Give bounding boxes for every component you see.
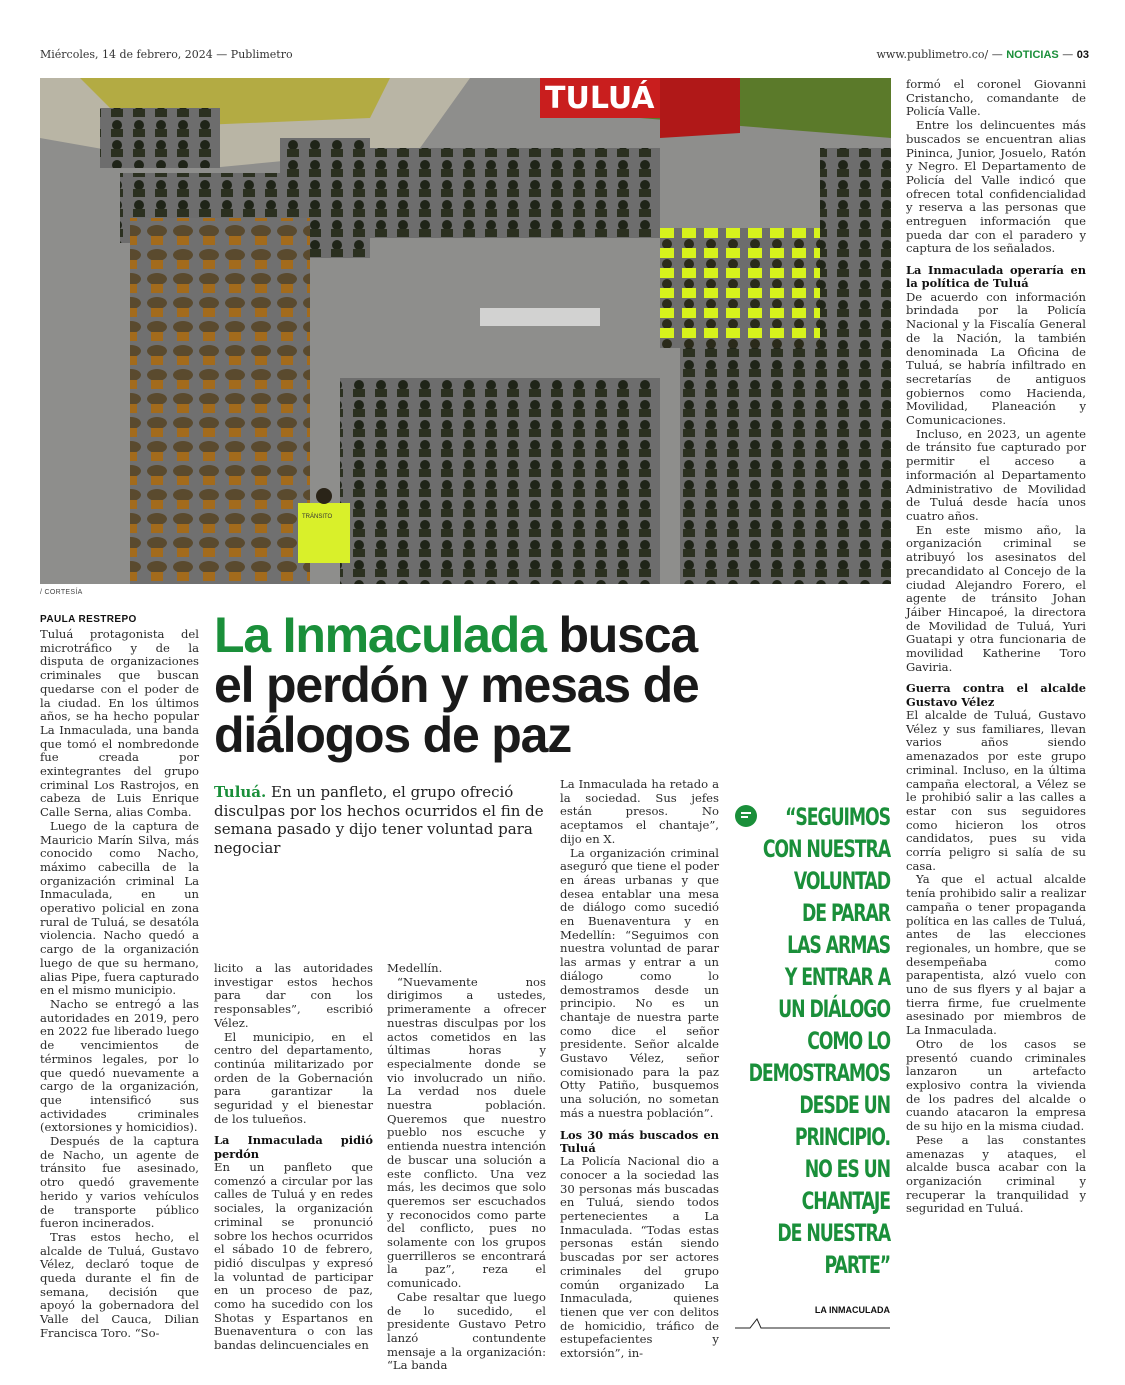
subheading: Los 30 más buscados en Tuluá xyxy=(560,1127,719,1155)
paragraph: Pese a las constantes amenazas y ataques, el alcalde busca acabar con la organización criminal y recuperar la tranquilidad y seguridad en Tuluá. xyxy=(906,1132,1086,1216)
quote-line: DEMOSTRAMOS xyxy=(748,1059,890,1087)
paragraph: Entre los delincuentes más buscados se encuentran alias Pininca, Junior, Josuelo, Ratón y Negro. El Departamento de Policía del Valle indicó que ofrecen total confidencialidad y reserva a las personas que entreguen información que pueda dar con el paradero y captura de los señalados. xyxy=(906,118,1086,256)
byline: PAULA RESTREPO xyxy=(40,614,137,625)
paragraph: De acuerdo con información brindada por la Policía Nacional y la Fiscalía General de la Nación, la también denominada La Oficina de Tuluá, se habría infiltrado en secretarías de antiguos gobiernos como Hacienda, Movilidad, Planeación y Comunicaciones. xyxy=(906,289,1086,428)
lede-location: Tuluá. xyxy=(214,783,267,801)
paragraph: Tras estos hecho, el alcalde de Tuluá, Gustavo Vélez, declaró toque de queda durante el fin de semana, decisión que apoyó la gobernadora del Valle del Cauca, Dilian Francisca Toro. “So- xyxy=(40,1229,199,1340)
headline-rest: busca el perdón y mesas de diálogos de paz xyxy=(214,607,699,763)
lede-text: En un panfleto, el grupo ofreció disculpas por los hechos ocurridos el fin de semana pasado y dijo tener voluntad para negociar xyxy=(214,783,544,857)
quote-line: COMO LO xyxy=(807,1027,890,1055)
police-formation-illustration xyxy=(40,78,891,584)
quote-line: PARTE” xyxy=(824,1251,890,1279)
quote-line: CON NUESTRA xyxy=(762,835,890,863)
header-sep: — xyxy=(1058,48,1077,61)
paragraph: Otro de los casos se presentó cuando criminales lanzaron un artefacto explosivo contra la vivienda de los padres del alcalde o cuando atacaron la empresa de su hijo en la misma ciudad. xyxy=(906,1036,1086,1134)
headline-highlight: La Inmaculada xyxy=(214,607,546,663)
subheading: Guerra contra el alcalde Gustavo Vélez xyxy=(906,681,1086,709)
page-header xyxy=(40,48,1089,66)
header-date: Miércoles, 14 de febrero, 2024 — Publimetro xyxy=(40,48,293,61)
article-photo xyxy=(40,78,891,584)
quote-divider xyxy=(735,1317,890,1329)
paragraph: Después de la captura de Nacho, un agente de tránsito fue asesinado, otro quedó gravemente herido y varios vehículos de transporte público fueron incinerados. xyxy=(40,1134,199,1231)
paragraph: Ya que el actual alcalde tenía prohibido salir a realizar campaña o tener propaganda política en las calles de Tuluá, antes de las elecciones regionales, un hombre, que se desempeñaba como parapentista, alzó vuelo con uno de sus flyers y al bajar a tierra firme, fue cruelmente asesinado por miembros de La Inmaculada. xyxy=(906,872,1086,1038)
photo-credit: / CORTESÍA xyxy=(40,589,83,596)
paragraph: “Nuevamente nos dirigimos a ustedes, primeramente a ofrecer nuestras disculpas por los actos cometidos en las últimas horas y especialmente donde se vio involucrado un niño. La verdad nos duele nuestra población. Queremos que nuestro pueblo nos escuche y entienda nuestra intención de buscar una solución a este conflicto. Una vez más, les decimos que solo queremos ser escuchados y reconocidos como parte del conflicto, pues no solamente con los grupos guerrilleros se encontrará la paz”, reza el comunicado. xyxy=(387,974,546,1291)
quote-line: “SEGUIMOS xyxy=(785,803,890,831)
vest-text: TRÁNSITO xyxy=(302,514,333,520)
paragraph: Tuluá protagonista del microtráfico y de la disputa de organizaciones criminales que buscan quedarse con el poder de la ciudad. En los últimos años, se ha hecho popular La Inmaculada, una banda que tomó el nombredonde fue creada por exintegrantes del grupo criminal Los Rastrojos, en cabeza de Luis Enrique Calle Serna, alias Comba. xyxy=(40,627,199,820)
paragraph: Incluso, en 2023, un agente de tránsito fue capturado por permitir el acceso a información al Departamento Administrativo de Movilidad de Tuluá desde hacía unos cuatro años. xyxy=(906,426,1086,523)
header-site[interactable]: www.publimetro.co/ — xyxy=(876,48,1007,61)
paragraph: En este mismo año, la organización criminal se atribuyó los asesinatos del precandidato al Concejo de la ciudad Alejandro Forero, el agente de tránsito Johan Jáiber Hincapoé, la directora de Movilidad de Tuluá, Yuri Guatapi y otra funcionaria de movilidad Katherine Toro Gaviria. xyxy=(906,522,1086,674)
paragraph: licito a las autoridades investigar estos hechos para dar con los responsables”, escribió Vélez. xyxy=(214,961,373,1030)
paragraph: El municipio, en el centro del departamento, continúa militarizado por orden de la Gobernación para garantizar la seguridad y el bienestar de los tulueños. xyxy=(214,1029,373,1126)
paragraph: La Inmaculada ha retado a la sociedad. Sus jefes están presos. No aceptamos el chantaje”, dijo en X. xyxy=(560,777,719,846)
column-3 xyxy=(387,962,546,1373)
page-number: 03 xyxy=(1076,49,1089,61)
paragraph: Medellín. xyxy=(387,961,443,975)
header-section: NOTICIAS xyxy=(1006,49,1059,61)
subheading: La Inmaculada operaría en la política de Tuluá xyxy=(906,263,1086,291)
pull-quote xyxy=(732,801,890,1281)
subheading: La Inmaculada pidió perdón xyxy=(214,1133,373,1161)
column-4 xyxy=(560,778,719,1361)
quote-line: DE NUESTRA xyxy=(777,1219,890,1247)
quote-line: PRINCIPIO. xyxy=(794,1123,890,1151)
paragraph: Cabe resaltar que luego de lo sucedido, el presidente Gustavo Petro lanzó contundente mensaje a la organización: “La banda xyxy=(387,1289,546,1373)
paragraph: Nacho se entregó a las autoridades en 2019, pero en 2022 fue liberado luego de vencimientos de términos legales, por lo que quedó nuevamente a cargo de la organización, que intensificó sus actividades criminales (extorsiones y homicidios). xyxy=(40,996,199,1135)
lede xyxy=(214,783,544,857)
header-right xyxy=(877,48,1089,61)
paragraph: En un panfleto que comenzó a circular por las calles de Tuluá y en redes sociales, la organización criminal se pronunció sobre los hechos ocurridos el sábado 10 de febrero, pidió disculpas y expresó la voluntad de participar en un proceso de paz, como ha sucedido con los Shotas y Espartanos en Buenaventura o con las bandas delincuenciales en xyxy=(214,1160,373,1353)
paragraph: Luego de la captura de Mauricio Marín Silva, más conocido como Nacho, máximo cabecilla de la organización criminal La Inmaculada, en un operativo policial en zona rural de Tuluá, se desatóla violencia. Nacho quedó a cargo de la organización luego de que su hermano, alias Pipe, fuera capturado en el mismo municipio. xyxy=(40,818,199,998)
quote-line: DESDE UN xyxy=(799,1091,890,1119)
quote-line: Y ENTRAR A xyxy=(784,963,890,991)
column-5 xyxy=(906,78,1086,1216)
column-2 xyxy=(214,962,373,1353)
quote-line: CHANTAJE xyxy=(801,1187,890,1215)
quote-line: NO ES UN xyxy=(804,1155,890,1183)
quote-line: UN DIÁLOGO xyxy=(778,995,890,1023)
paragraph: formó el coronel Giovanni Cristancho, comandante de Policía Valle. xyxy=(906,77,1086,119)
quote-line: VOLUNTAD xyxy=(793,867,890,895)
paragraph: El alcalde de Tuluá, Gustavo Vélez y sus familiares, llevan varios años siendo amenazados por este grupo criminal. Incluso, en la última campaña electoral, a Vélez se le prohibió salir a las calles a estar con sus seguidores como hicieron los otros candidatos, pues su vida corría peligro si salía de su casa. xyxy=(906,708,1086,873)
quote-source: LA INMACULADA xyxy=(814,1305,890,1315)
paragraph: La Policía Nacional dio a conocer a la sociedad las 30 personas más buscadas en Tuluá, siendo todos pertenecientes a La Inmaculada. “Todas estas personas están siendo buscadas por ser actores criminales del grupo común organizado La Inmaculada, quienes tienen que ver con delitos de homicidio, tráfico de estupefacientes y extorsión”, in- xyxy=(560,1154,719,1361)
sign-text: TULUÁ xyxy=(545,81,655,116)
column-1 xyxy=(40,628,199,1341)
headline xyxy=(214,607,734,763)
paragraph: La organización criminal aseguró que tiene el poder en áreas urbanas y que desea entablar una mesa de diálogo como sucedió en Buenaventura y en Medellín: “Seguimos con nuestra voluntad de parar las armas y entrar a un diálogo como lo demostramos desde un principio. No es un chantaje de nuestra parte como dice el señor presidente. Señor alcalde Gustavo Vélez, señor comisionado para la paz Otty Patiño, busquemos una solución, no sometan más a nuestra población”. xyxy=(560,845,719,1120)
quote-line: DE PARAR xyxy=(802,899,890,927)
quote-line: LAS ARMAS xyxy=(787,931,890,959)
